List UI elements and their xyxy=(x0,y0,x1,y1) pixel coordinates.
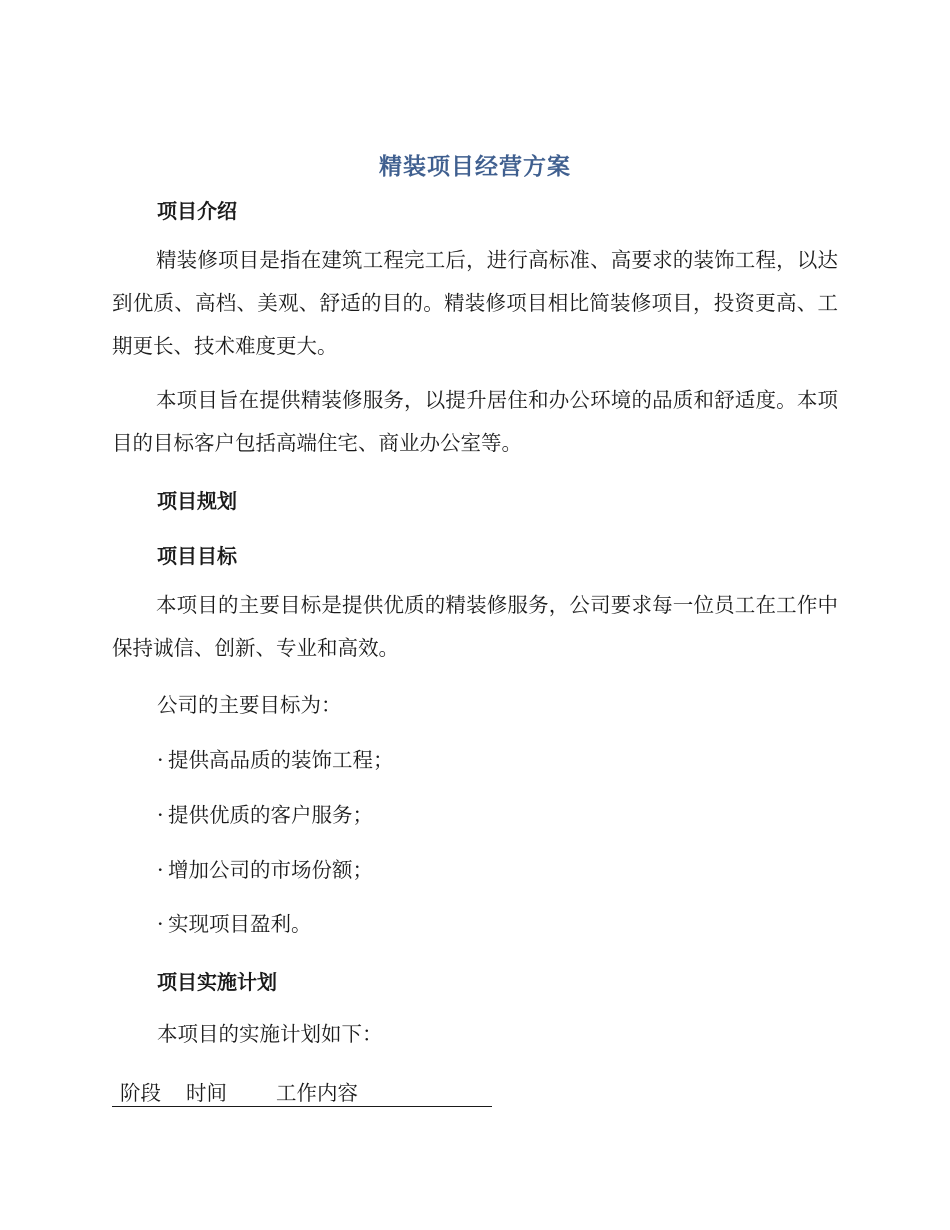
plan-table-header xyxy=(112,1072,492,1107)
goal-list-item xyxy=(157,855,373,885)
table-header-stage: 阶段 xyxy=(120,1081,161,1105)
goal-list-item-text: 提供优质的客户服务； xyxy=(168,803,373,827)
goal-intro-line: 公司的主要目标为： xyxy=(157,693,342,717)
paragraph-intro-1: 精装修项目是指在建筑工程完工后，进行高标准、高要求的装饰工程，以达到优质、高档、美观、舒适的目的。精装修项目相比简装修项目，投资更高、工期更长、技术难度更大。 xyxy=(112,248,838,358)
bullet-dot: · xyxy=(157,748,164,772)
document-title: 精装项目经营方案 xyxy=(379,154,571,180)
heading-project-intro: 项目介绍 xyxy=(157,199,237,223)
heading-project-plan: 项目规划 xyxy=(157,489,237,513)
goal-list-item xyxy=(157,909,312,939)
goal-list-item-text: 实现项目盈利。 xyxy=(168,912,312,936)
goal-list-item xyxy=(157,745,394,775)
goal-list-item xyxy=(157,800,373,830)
implementation-intro-line: 本项目的实施计划如下： xyxy=(157,1022,383,1046)
table-header-work-content: 工作内容 xyxy=(276,1081,358,1105)
paragraph-intro-2: 本项目旨在提供精装修服务，以提升居住和办公环境的品质和舒适度。本项目的目标客户包括高端住宅、商业办公室等。 xyxy=(112,388,838,455)
goal-list-item-text: 提供高品质的装饰工程； xyxy=(168,748,394,772)
goal-list-item-text: 增加公司的市场份额； xyxy=(168,858,373,882)
heading-project-goal: 项目目标 xyxy=(157,544,237,568)
bullet-dot: · xyxy=(157,912,164,936)
table-header-time: 时间 xyxy=(186,1081,227,1105)
paragraph-goal-1: 本项目的主要目标是提供优质的精装修服务，公司要求每一位员工在工作中保持诚信、创新、专业和高效。 xyxy=(112,593,838,660)
bullet-dot: · xyxy=(157,803,164,827)
bullet-dot: · xyxy=(157,858,164,882)
heading-implementation-plan: 项目实施计划 xyxy=(157,970,277,994)
